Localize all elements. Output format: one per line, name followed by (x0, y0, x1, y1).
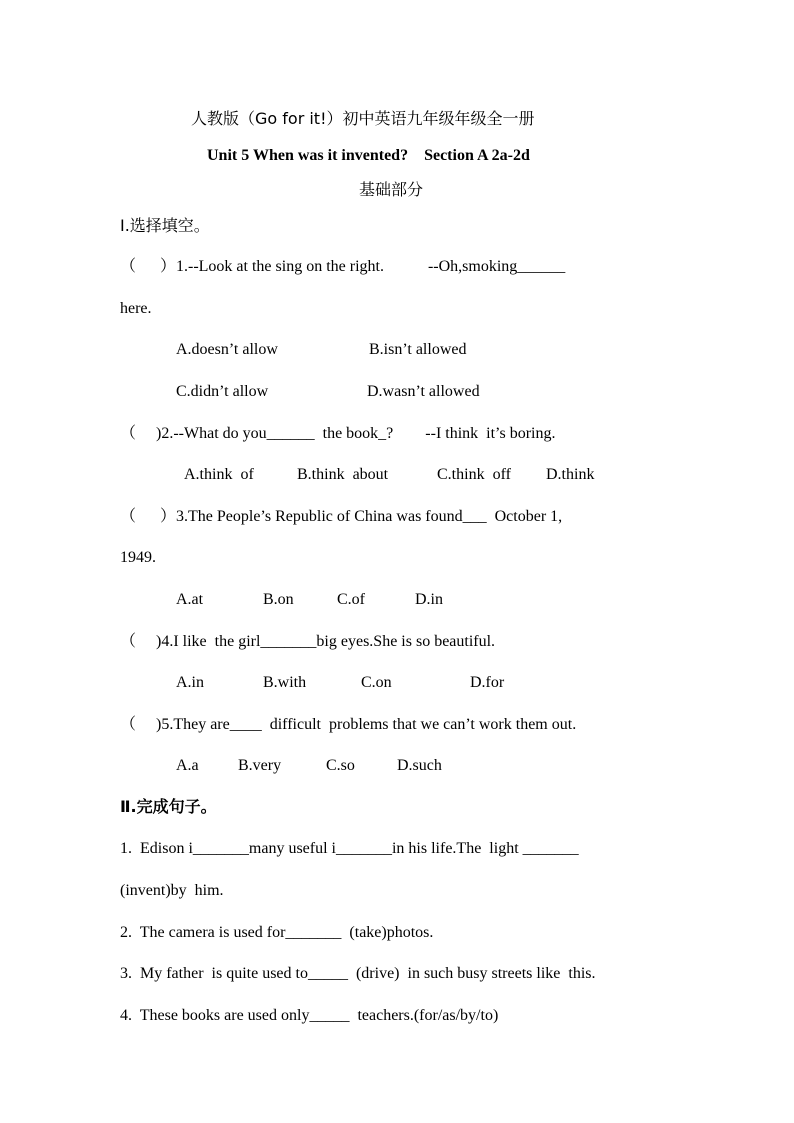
q4-option-c: C.on (361, 674, 392, 691)
sentence-1-cont: (invent)by him. (120, 882, 224, 899)
q3-stem: （ ）3.The People’s Republic of China was found___ October 1, (120, 508, 563, 525)
sentence-4: 4. These books are used only_____ teachers.(for/as/by/to) (120, 1007, 499, 1024)
q5-option-c: C.so (326, 757, 355, 774)
q1-stem: （ ）1.--Look at the sing on the right. --Oh,smoking______ (120, 258, 566, 275)
sentence-3: 3. My father is quite used to_____ (drive) in such busy streets like this. (120, 965, 596, 982)
q2-option-a: A.think of (184, 466, 254, 483)
q2-stem: （ )2.--What do you______ the book_? --I think it’s boring. (120, 425, 556, 442)
q1-option-d: D.wasn’t allowed (367, 383, 480, 400)
q1-option-c: C.didn’t allow (176, 383, 269, 400)
q4-option-d: D.for (470, 674, 505, 691)
q4-option-b: B.with (263, 674, 307, 691)
section2-heading: Ⅱ.完成句子。 (120, 797, 217, 816)
sentence-2: 2. The camera is used for_______ (take)photos. (120, 924, 434, 941)
q5-option-b: B.very (238, 757, 282, 774)
q2-option-d: D.think (546, 466, 595, 483)
q3-option-c: C.of (337, 591, 365, 608)
sentence-1: 1. Edison i_______many useful i_______in his life.The light _______ (120, 840, 579, 857)
q2-option-c: C.think off (437, 466, 511, 483)
q5-option-d: D.such (397, 757, 442, 774)
q1-option-b: B.isn’t allowed (369, 341, 467, 358)
q3-option-b: B.on (263, 591, 294, 608)
q5-option-a: A.a (176, 757, 199, 774)
part-heading: 基础部分 (359, 180, 424, 199)
document-title: 人教版（Go for it!）初中英语九年级年级全一册 (191, 109, 535, 128)
q1-stem-cont: here. (120, 300, 152, 317)
q3-stem-cont: 1949. (120, 549, 156, 566)
q4-option-a: A.in (176, 674, 204, 691)
q1-option-a: A.doesn’t allow (176, 341, 278, 358)
q3-option-d: D.in (415, 591, 443, 608)
q5-stem: （ )5.They are____ difficult problems that we can’t work them out. (120, 716, 577, 733)
q3-option-a: A.at (176, 591, 204, 608)
unit-subtitle: Unit 5 When was it invented? Section A 2a-2d (207, 147, 530, 164)
section1-heading: Ⅰ.选择填空。 (120, 216, 210, 235)
q2-option-b: B.think about (297, 466, 389, 483)
q4-stem: （ )4.I like the girl_______big eyes.She is so beautiful. (120, 633, 496, 650)
